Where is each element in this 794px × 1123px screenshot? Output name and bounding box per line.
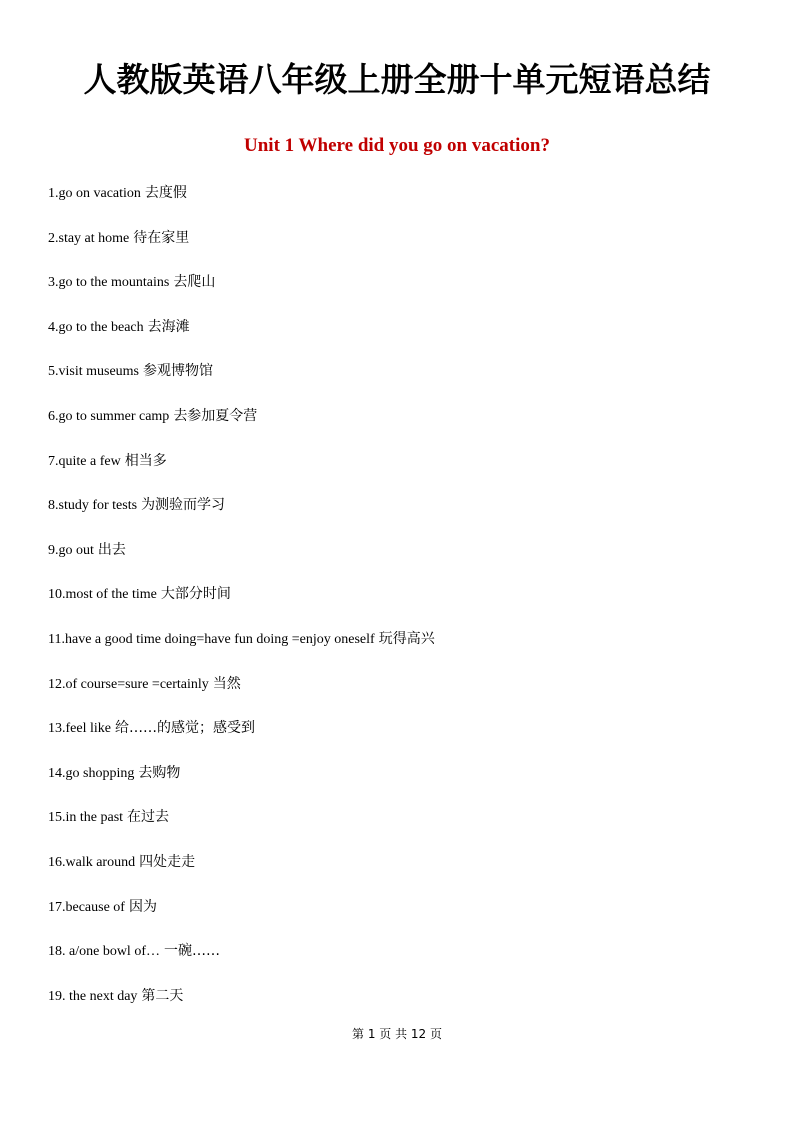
list-item	[48, 494, 748, 539]
phrase-english: 15.in the past	[48, 810, 124, 826]
phrase-chinese: 在过去	[127, 809, 170, 826]
phrase-english: 4.go to the beach	[48, 319, 144, 335]
phrase-chinese: 相当多	[124, 452, 167, 469]
phrase-chinese: 玩得高兴	[378, 630, 435, 647]
phrase-english: 5.visit museums	[48, 364, 140, 380]
list-item	[48, 851, 748, 896]
list-item	[48, 182, 748, 227]
phrase-english: 17.because of	[48, 899, 125, 915]
phrase-english: 19. the next day	[48, 988, 138, 1004]
phrase-chinese: 去爬山	[173, 274, 216, 291]
phrase-english: 6.go to summer camp	[48, 408, 170, 424]
phrase-chinese: 给……的感觉；感受到	[114, 720, 255, 737]
list-item	[48, 405, 748, 450]
phrase-chinese: 第二天	[141, 987, 184, 1004]
document-title: 人教版英语八年级上册全册十单元短语总结	[83, 60, 711, 99]
list-item	[48, 940, 748, 985]
list-item	[48, 762, 748, 807]
phrase-english: 14.go shopping	[48, 765, 135, 781]
list-item	[48, 896, 748, 941]
phrase-english: 12.of course=sure =certainly	[48, 676, 209, 692]
phrase-english: 7.quite a few	[48, 453, 121, 469]
phrase-chinese: 参观博物馆	[143, 363, 214, 380]
phrase-chinese: 因为	[128, 898, 157, 915]
phrase-english: 1.go on vacation	[48, 186, 141, 201]
list-item	[48, 316, 748, 361]
phrase-list	[48, 182, 748, 1029]
phrase-english: 16.walk around	[48, 854, 136, 870]
phrase-english: 8.study for tests	[48, 498, 138, 514]
phrase-chinese: 去度假	[144, 185, 187, 201]
list-item	[48, 450, 748, 495]
phrase-chinese: 去购物	[138, 764, 181, 781]
unit-heading: Unit 1 Where did you go on vacation?	[244, 135, 550, 156]
phrase-english: 13.feel like	[48, 721, 111, 737]
phrase-chinese: 四处走走	[139, 853, 196, 870]
phrase-english: 11.have a good time doing=have fun doing =enjoy oneself	[48, 631, 375, 647]
phrase-chinese: 当然	[212, 675, 241, 692]
phrase-chinese: 去海滩	[147, 318, 190, 335]
phrase-chinese: 大部分时间	[160, 586, 231, 603]
phrase-chinese: 一碗……	[163, 943, 220, 960]
list-item	[48, 985, 748, 1030]
list-item	[48, 360, 748, 405]
phrase-english: 18. a/one bowl of…	[48, 944, 160, 960]
phrase-english: 9.go out	[48, 542, 94, 558]
list-item	[48, 539, 748, 584]
phrase-english: 10.most of the time	[48, 587, 157, 603]
page-footer: 第 1 页 共 12 页	[352, 1027, 442, 1041]
list-item	[48, 628, 748, 673]
list-item	[48, 673, 748, 718]
phrase-english: 3.go to the mountains	[48, 275, 170, 291]
phrase-chinese: 出去	[97, 541, 126, 558]
phrase-english: 2.stay at home	[48, 230, 130, 246]
list-item	[48, 227, 748, 272]
phrase-chinese: 待在家里	[133, 229, 190, 246]
list-item	[48, 583, 748, 628]
phrase-chinese: 为测验而学习	[141, 497, 226, 514]
list-item	[48, 806, 748, 851]
list-item	[48, 271, 748, 316]
list-item	[48, 717, 748, 762]
phrase-chinese: 去参加夏令营	[173, 407, 258, 424]
